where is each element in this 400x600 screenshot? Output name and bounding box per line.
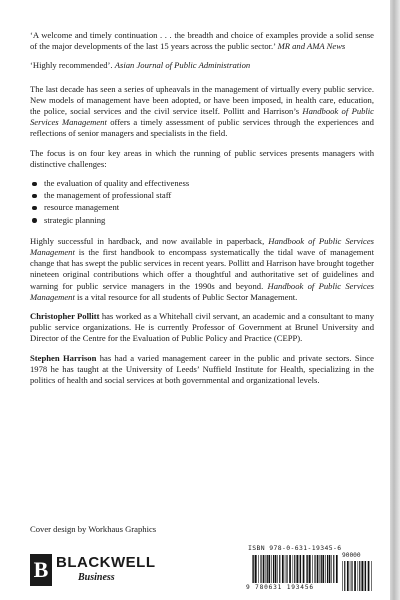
barcode-bar	[273, 555, 274, 583]
barcode-bar	[336, 555, 338, 583]
review-quote-2	[30, 60, 374, 71]
review-quote-1	[30, 30, 374, 52]
barcode-bar	[327, 555, 328, 583]
barcode-bar	[361, 561, 363, 591]
focus-lead: The focus is on four key areas in which the running of public services presents managers with distinctive challenges:	[30, 147, 374, 169]
barcode-bar	[260, 555, 261, 583]
spine-edge	[390, 0, 400, 600]
author-bio-text: has worked as a Whitehall civil servant, an academic and a consultant to many public service organizations. He is currently Professor of Government at Brunel University and Director of the Centre for the Evaluation of Public Policy and Practice (CEPP).	[30, 311, 374, 344]
isbn-text: ISBN 978-0-631-19345-6	[248, 544, 342, 552]
barcode-bar	[271, 555, 272, 583]
barcode-bar	[289, 555, 291, 583]
barcode-bar	[359, 561, 360, 591]
barcode-bar	[342, 561, 343, 591]
barcode-bar	[293, 555, 294, 583]
barcode-bar	[253, 555, 254, 583]
author-name: Christopher Pollitt	[30, 311, 100, 322]
paperback-title-1: Handbook of Public Services Management	[30, 235, 374, 258]
author-bio-harrison	[30, 353, 374, 387]
quote-2-text: ‘Highly recommended’.	[30, 60, 113, 71]
barcode-number: 9 780631 193456	[246, 584, 314, 591]
barcode-bar	[344, 561, 345, 591]
quote-2-source: Asian Journal of Public Administration	[114, 60, 251, 71]
barcode-bar	[307, 555, 308, 583]
barcode-bar	[266, 555, 267, 583]
barcode-bar	[309, 555, 311, 583]
barcode-bar	[285, 555, 286, 583]
barcode-addon-number: 90000	[342, 552, 361, 559]
barcode-bar	[331, 555, 332, 583]
barcode-bar	[286, 555, 287, 583]
intro-text-1: The last decade has seen a series of upheavals in the management of virtually every public service. New models of management have been adopted, or have been imposed, in health care, education, the police, social services and the civil service itself. Pollitt and Harrison’s	[30, 83, 374, 117]
focus-list	[30, 178, 374, 226]
list-item: the evaluation of quality and effectiveness	[30, 178, 374, 189]
barcode-bar	[312, 555, 313, 583]
paperback-paragraph	[30, 236, 374, 303]
paperback-title-2: Handbook of Public Services Management	[30, 280, 374, 302]
barcode-bar	[300, 555, 301, 583]
barcode-bar	[306, 555, 307, 583]
barcode-bar	[350, 561, 351, 591]
paperback-text-3: is a vital resource for all students of Public Sector Management.	[77, 291, 298, 302]
cover-credit: Cover design by Workhaus Graphics	[30, 524, 157, 534]
intro-book-title: Handbook of Public Services Management	[30, 106, 375, 128]
publisher-logo	[30, 554, 156, 590]
barcode-bar	[268, 555, 270, 583]
barcode-bar	[354, 561, 356, 591]
list-item: the management of professional staff	[30, 190, 374, 201]
barcode-bar	[333, 555, 334, 583]
barcode-bar	[294, 555, 295, 583]
barcode-bar	[368, 561, 370, 591]
barcode-bar	[347, 561, 349, 591]
barcode-bar	[314, 555, 315, 583]
barcode-bar	[365, 561, 366, 591]
barcode-bar	[255, 555, 257, 583]
barcode-bar	[320, 555, 321, 583]
barcode-bar	[299, 555, 300, 583]
barcode-bar	[371, 561, 372, 591]
publisher-initial: B	[30, 554, 52, 586]
barcode-bar	[351, 561, 352, 591]
intro-paragraph	[30, 84, 374, 140]
barcode-bar	[282, 555, 284, 583]
barcode-bar	[279, 555, 280, 583]
barcode-bar	[321, 555, 322, 583]
barcode-bar	[263, 555, 265, 583]
barcode-bar	[258, 555, 259, 583]
author-bio-pollitt	[30, 311, 374, 345]
intro-text-2: offers a timely assessment of public services through the experiences and reflections of senior managers and specialists in the field.	[30, 117, 374, 139]
barcode-bar	[325, 555, 326, 583]
barcode-bar	[322, 555, 324, 583]
barcode-bar	[358, 561, 359, 591]
publisher-name: BLACKWELL	[56, 554, 156, 571]
barcode-bar	[329, 555, 331, 583]
list-item: strategic planning	[30, 215, 374, 226]
barcode-bar	[252, 555, 253, 583]
quote-1-source: MR and AMA News	[277, 41, 346, 52]
barcode-bar	[303, 555, 305, 583]
quote-1-text: ‘A welcome and timely continuation . . . the breadth and choice of examples provide a solid sense of the major developments of the last 15 years across the public sector.’	[30, 30, 374, 52]
barcode-bar	[317, 555, 319, 583]
barcode-bar	[296, 555, 298, 583]
barcode-bar	[275, 555, 277, 583]
author-name: Stephen Harrison	[30, 352, 97, 363]
back-cover-text	[30, 30, 374, 394]
publisher-imprint: Business	[78, 572, 115, 583]
paperback-text-1: Highly successful in hardback, and now available in paperback,	[30, 235, 265, 246]
barcode-bar	[364, 561, 365, 591]
barcode-bar	[277, 555, 278, 583]
list-item: resource management	[30, 202, 374, 213]
barcode-bar	[267, 555, 268, 583]
paperback-text-2: is the first handbook to encompass systematically the tidal wave of management change that has swept the public services in recent years. Pollitt and Harrison have brought together nineteen original contributions which offer a thoughtful and authoritative set of guidelines and warning for public service managers in the 1990s and beyond.	[30, 247, 374, 291]
author-bio-text: has had a varied management career in the public and private sectors. Since 1978 he has taught at the University of Leeds’ Nuffield Institute for Health, specializing in the politics of health and social services at both governmental and organizational levels.	[30, 352, 374, 386]
